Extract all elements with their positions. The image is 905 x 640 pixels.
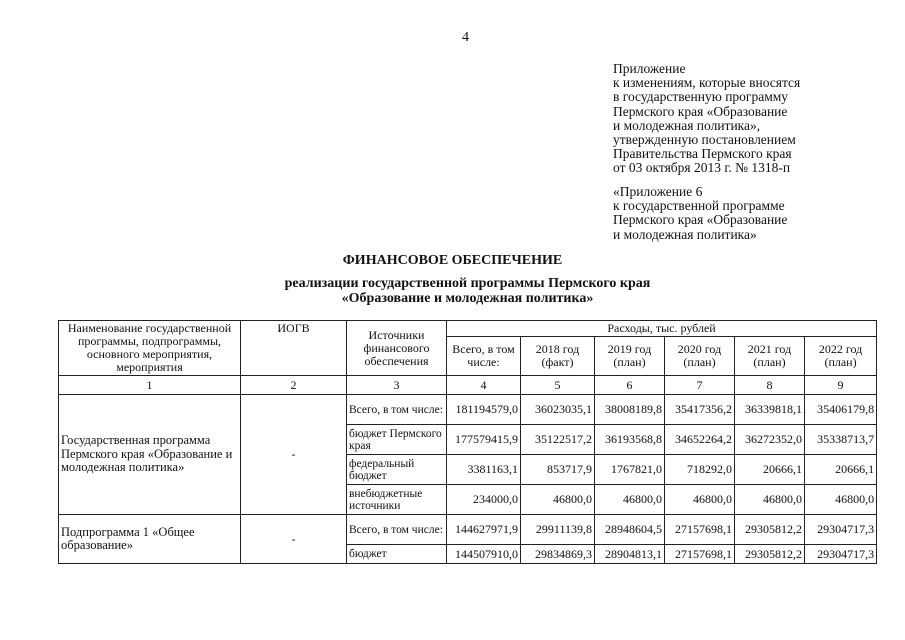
header-2018: 2018 год (факт)	[521, 337, 595, 376]
header-iogv: ИОГВ	[241, 321, 347, 376]
value-cell: 853717,9	[521, 455, 595, 485]
value-cell: 38008189,8	[595, 395, 665, 425]
source-cell: бюджет	[347, 545, 447, 564]
header-2019: 2019 год (план)	[595, 337, 665, 376]
value-cell: 177579415,9	[447, 425, 521, 455]
value-cell: 46800,0	[735, 485, 805, 515]
annex-line: Приложение	[613, 61, 686, 76]
col-number: 9	[805, 376, 877, 395]
value-cell: 29834869,3	[521, 545, 595, 564]
col-number: 6	[595, 376, 665, 395]
value-cell: 144627971,9	[447, 515, 521, 545]
value-cell: 35338713,7	[805, 425, 877, 455]
value-cell: 36272352,0	[735, 425, 805, 455]
value-cell: 46800,0	[805, 485, 877, 515]
subtitle-line-1: реализации государственной программы Пермского края	[284, 276, 651, 291]
annex-line: в государственную программу	[613, 89, 789, 105]
value-cell: 46800,0	[665, 485, 735, 515]
page-number: 4	[462, 30, 469, 45]
annex-line: Пермского края «Образование	[613, 103, 788, 119]
header-2022: 2022 год (план)	[805, 337, 877, 376]
annex2-block	[613, 185, 787, 242]
annex2-line: «Приложение 6	[613, 184, 703, 199]
document-subtitle	[15, 276, 905, 306]
subprogram-name: Подпрограмма 1 «Общее образование»	[59, 515, 241, 564]
value-cell: 34652264,2	[665, 425, 735, 455]
annex2-line: к государственной программе	[613, 198, 785, 214]
value-cell: 20666,1	[735, 455, 805, 485]
value-cell: 27157698,1	[665, 545, 735, 564]
source-cell: федеральный бюджет	[347, 455, 447, 485]
value-cell: 29911139,8	[521, 515, 595, 545]
value-cell: 46800,0	[521, 485, 595, 515]
value-cell: 46800,0	[595, 485, 665, 515]
subprogram-iogv: -	[241, 515, 347, 564]
table-row	[59, 515, 877, 545]
value-cell: 36193568,8	[595, 425, 665, 455]
annex-line: к изменениям, которые вносятся	[613, 75, 801, 91]
col-number: 1	[59, 376, 241, 395]
col-number: 4	[447, 376, 521, 395]
document-title: ФИНАНСОВОЕ ОБЕСПЕЧЕНИЕ	[342, 253, 563, 268]
program-name: Государственная программа Пермского края «Образование и молодежная политика»	[59, 395, 241, 515]
header-name: Наименование государственной программы, подпрограммы, основного мероприятия, мероприятия	[59, 321, 241, 376]
value-cell: 27157698,1	[665, 515, 735, 545]
source-cell: Всего, в том числе:	[347, 515, 447, 545]
annex2-line: и молодежная политика»	[613, 226, 757, 242]
value-cell: 35406179,8	[805, 395, 877, 425]
header-sources: Источники финансового обеспечения	[347, 321, 447, 376]
value-cell: 29305812,2	[735, 545, 805, 564]
value-cell: 28904813,1	[595, 545, 665, 564]
annex-line: Правительства Пермского края	[613, 146, 792, 162]
value-cell: 718292,0	[665, 455, 735, 485]
program-iogv: -	[241, 395, 347, 515]
subtitle-line-2: «Образование и молодежная политика»	[341, 291, 594, 306]
source-cell: внебюджетные источники	[347, 485, 447, 515]
value-cell: 35417356,2	[665, 395, 735, 425]
value-cell: 35122517,2	[521, 425, 595, 455]
col-number: 7	[665, 376, 735, 395]
source-cell: Всего, в том числе:	[347, 395, 447, 425]
col-number: 8	[735, 376, 805, 395]
value-cell: 181194579,0	[447, 395, 521, 425]
value-cell: 3381163,1	[447, 455, 521, 485]
value-cell: 29304717,3	[805, 515, 877, 545]
table-row	[59, 395, 877, 425]
col-number: 5	[521, 376, 595, 395]
annex-line: утвержденную постановлением	[613, 132, 796, 148]
annex-line: и молодежная политика»,	[613, 117, 761, 133]
col-number: 3	[347, 376, 447, 395]
annex-line: от 03 октября 2013 г. № 1318-п	[613, 160, 791, 176]
value-cell: 29304717,3	[805, 545, 877, 564]
value-cell: 29305812,2	[735, 515, 805, 545]
header-2021: 2021 год (план)	[735, 337, 805, 376]
value-cell: 36339818,1	[735, 395, 805, 425]
financing-table	[58, 320, 877, 564]
annex2-line: Пермского края «Образование	[613, 212, 788, 228]
annex-block	[613, 62, 800, 176]
value-cell: 28948604,5	[595, 515, 665, 545]
header-expenses: Расходы, тыс. рублей	[447, 321, 877, 337]
value-cell: 20666,1	[805, 455, 877, 485]
value-cell: 36023035,1	[521, 395, 595, 425]
value-cell: 1767821,0	[595, 455, 665, 485]
header-2020: 2020 год (план)	[665, 337, 735, 376]
col-number: 2	[241, 376, 347, 395]
value-cell: 144507910,0	[447, 545, 521, 564]
value-cell: 234000,0	[447, 485, 521, 515]
source-cell: бюджет Пермского края	[347, 425, 447, 455]
header-total: Всего, в том числе:	[447, 337, 521, 376]
